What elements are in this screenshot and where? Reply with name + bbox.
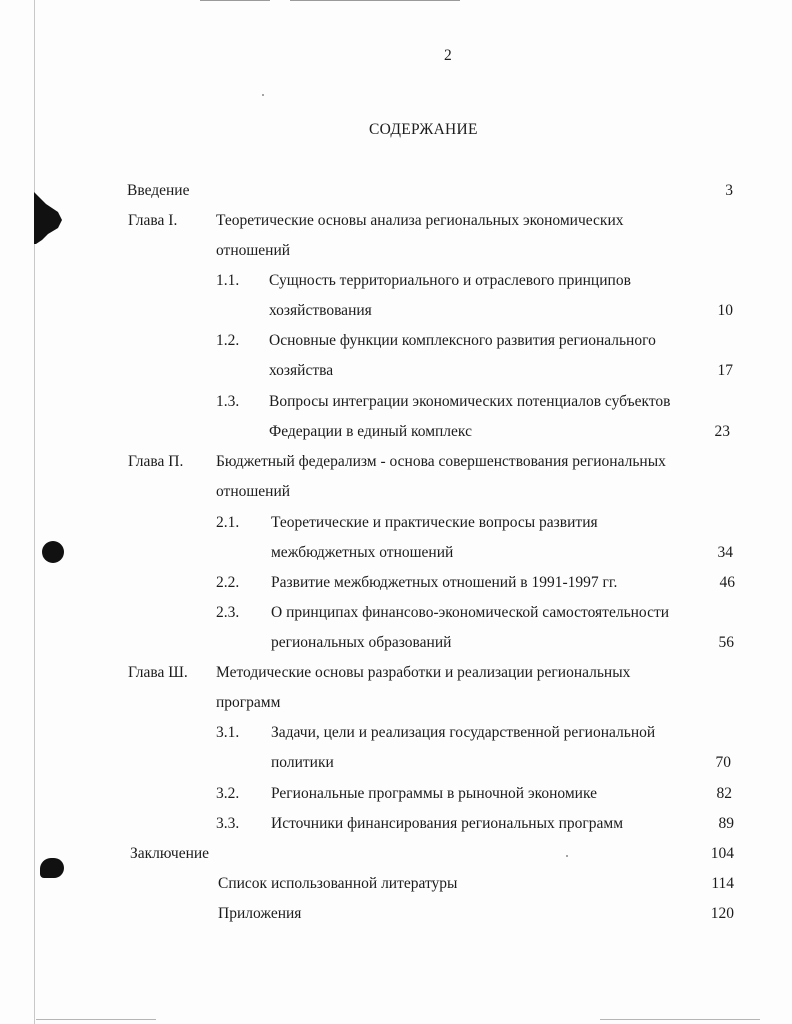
scan-speck bbox=[262, 94, 264, 96]
section-title: Региональные программы в рыночной экономике bbox=[271, 785, 597, 802]
chapter-title-continued: отношений bbox=[216, 242, 291, 259]
section-title-continued: межбюджетных отношений bbox=[271, 544, 454, 561]
section-number: 2.2. bbox=[216, 574, 240, 591]
chapter-title-continued: отношений bbox=[216, 483, 291, 500]
section-title: Теоретические и практические вопросы развития bbox=[271, 514, 598, 531]
toc-page-number: 17 bbox=[717, 362, 733, 379]
section-title-continued: хозяйства bbox=[269, 362, 334, 379]
toc-page-number: 3 bbox=[725, 182, 733, 199]
section-title-continued: хозяйствования bbox=[269, 302, 372, 319]
section-number: 1.2. bbox=[216, 332, 240, 349]
toc-page-number: 10 bbox=[717, 302, 733, 319]
section-title: Задачи, цели и реализация государственной региональной bbox=[271, 724, 656, 741]
punch-hole-mark bbox=[42, 541, 64, 563]
section-title: О принципах финансово-экономической самостоятельности bbox=[271, 604, 670, 621]
section-number: 3.3. bbox=[216, 815, 240, 832]
section-title-continued: Федерации в единый комплекс bbox=[269, 423, 472, 440]
chapter-label: Глава П. bbox=[128, 453, 184, 470]
chapter-label: Глава I. bbox=[128, 212, 178, 229]
toc-page-number: 89 bbox=[718, 815, 734, 832]
scan-top-line bbox=[290, 0, 460, 1]
scan-bottom-line bbox=[600, 1019, 760, 1020]
section-title-continued: региональных образований bbox=[271, 634, 452, 651]
chapter-label: Глава Ш. bbox=[128, 664, 188, 681]
scan-speck bbox=[566, 855, 568, 857]
toc-label: Заключение bbox=[130, 845, 210, 862]
section-title-continued: политики bbox=[271, 754, 334, 771]
toc-page-number: 34 bbox=[717, 544, 733, 561]
section-title: Развитие межбюджетных отношений в 1991-1997 гг. bbox=[271, 574, 618, 591]
chapter-title-continued: программ bbox=[216, 694, 281, 711]
section-number: 3.1. bbox=[216, 724, 240, 741]
toc-page-number: 70 bbox=[715, 754, 731, 771]
scan-margin-line bbox=[34, 0, 35, 1024]
section-number: 1.3. bbox=[216, 393, 240, 410]
page-title: СОДЕРЖАНИЕ bbox=[369, 121, 478, 138]
scan-top-line bbox=[200, 0, 270, 1]
section-number: 1.1. bbox=[216, 272, 240, 289]
section-number: 3.2. bbox=[216, 785, 240, 802]
binder-clip-mark bbox=[32, 190, 64, 246]
section-number: 2.1. bbox=[216, 514, 240, 531]
chapter-title: Методические основы разработки и реализации региональных bbox=[216, 664, 631, 681]
section-number: 2.3. bbox=[216, 604, 240, 621]
section-title: Источники финансирования региональных программ bbox=[271, 815, 624, 832]
section-title: Вопросы интеграции экономических потенциалов субъектов bbox=[269, 393, 671, 410]
toc-page-number: 104 bbox=[710, 845, 734, 862]
section-title: Сущность территориального и отраслевого принципов bbox=[269, 272, 631, 289]
toc-page-number: 23 bbox=[714, 423, 730, 440]
toc-label: Список использованной литературы bbox=[218, 875, 458, 892]
toc-page-number: 120 bbox=[710, 905, 734, 922]
section-title: Основные функции комплексного развития регионального bbox=[269, 332, 656, 349]
toc-page-number: 82 bbox=[716, 785, 732, 802]
toc-page-number: 46 bbox=[719, 574, 735, 591]
scan-bottom-line bbox=[36, 1019, 156, 1020]
chapter-title: Теоретические основы анализа региональных экономических bbox=[216, 212, 624, 229]
punch-hole-mark bbox=[40, 858, 64, 878]
toc-label: Приложения bbox=[218, 905, 302, 922]
toc-page-number: 114 bbox=[711, 875, 734, 892]
page-number: 2 bbox=[444, 47, 452, 64]
toc-page-number: 56 bbox=[718, 634, 734, 651]
chapter-title: Бюджетный федерализм - основа совершенствования региональных bbox=[216, 453, 666, 470]
toc-label: Введение bbox=[127, 182, 190, 199]
